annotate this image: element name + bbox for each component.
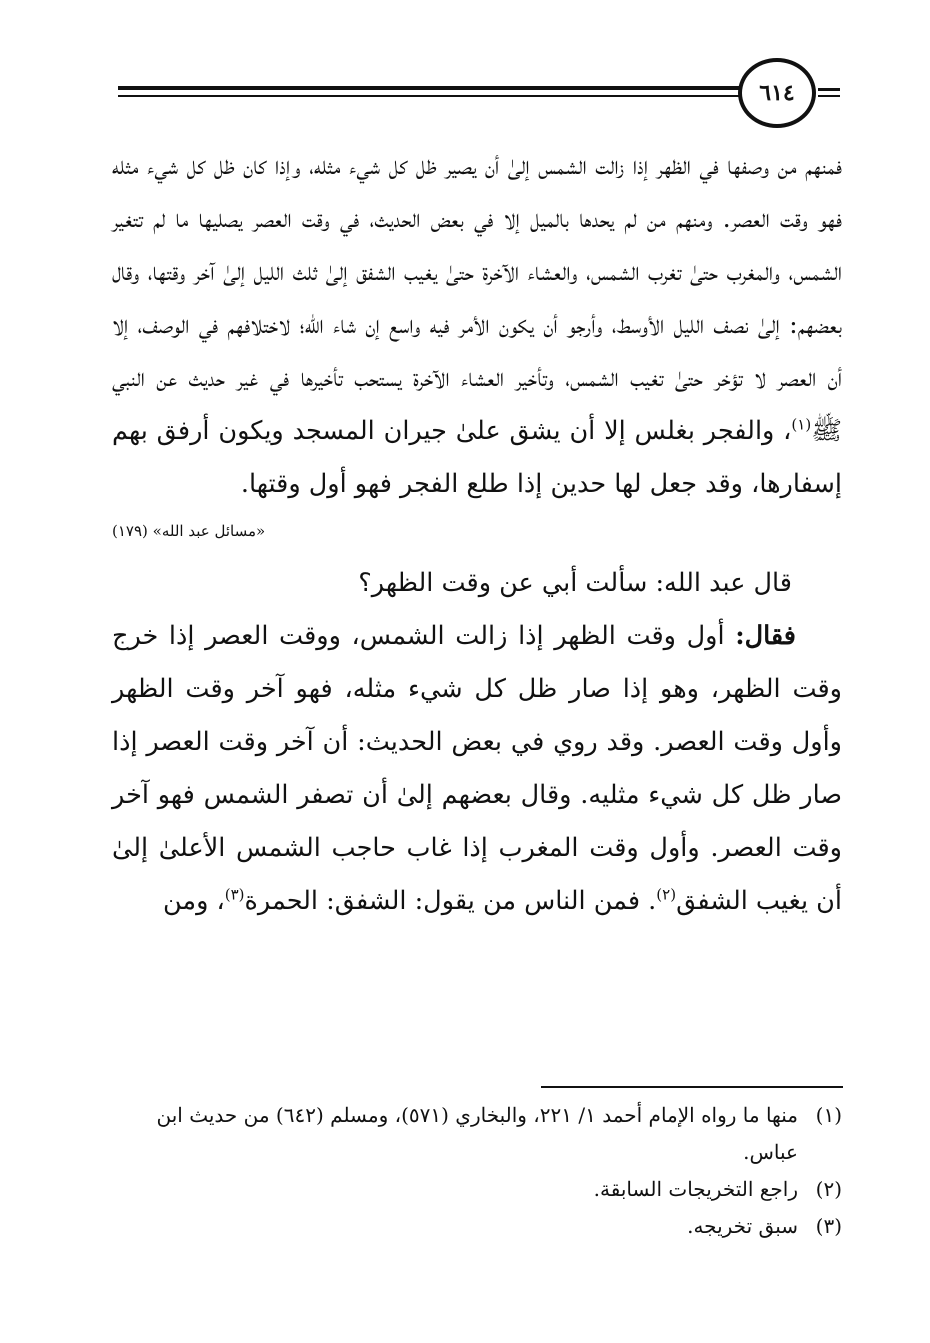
footnote-separator <box>541 1086 843 1088</box>
footnote-text: راجع التخريجات السابقة. <box>593 1177 798 1201</box>
answer-text-2: . فمن الناس من يقول: الشفق: الحمرة <box>244 886 657 916</box>
header-rule-thin <box>118 95 742 97</box>
header-rule-right-thin <box>818 95 840 97</box>
page-header <box>0 0 930 140</box>
main-text <box>112 140 842 928</box>
paragraph-1-text: فمنهم من وصفها في الظهر إذا زالت الشمس إلىٰ أن يصير ظل كل شيء مثله، وإذا كان ظل كل شيء مثله فهو وقت العصر. ومنهم من لم يحدها بالميل إلا في بعض الحديث، في وقت العصر يصليها ما لم تتغير الشمس، والمغرب حتىٰ تغرب الشمس، والعشاء الآخرة حتىٰ يغيب الشفق إلىٰ ثلث الليل إلىٰ آخر وقتها، وقال بعضهم: إلىٰ نصف الليل الأوسط، وأرجو أن يكون الأمر فيه واسع إن شاء الله؛ لاختلافهم في الوصف، إلا أن العصر لا تؤخر حتىٰ تغيب الشمس، وتأخير العشاء الآخرة يستحب تأخيرها في غير حديث عن النبي ﷺ <box>112 151 842 446</box>
source-citation: «مسائل عبد الله» (١٧٩) <box>112 522 266 540</box>
paragraph-1-end: ، والفجر بغلس إلا أن يشق علىٰ جيران المسجد ويكون أرفق بهم إسفارها، وقد جعل لها حدين إذا طلع الفجر فهو أول وقتها. <box>112 416 842 499</box>
footnote-number: (٣) <box>815 1214 842 1238</box>
footnote-ref-1[interactable]: (١) <box>791 415 812 434</box>
footnotes <box>112 1097 842 1245</box>
footnote-3 <box>112 1208 842 1245</box>
footnote-ref-3[interactable]: (٣) <box>224 885 245 904</box>
answer-text-1: أول وقت الظهر إذا زالت الشمس، ووقت العصر إذا خرج وقت الظهر، وهو إذا صار ظل كل شيء مثله، فهو آخر وقت الظهر وأول وقت العصر. وقد روي في بعض الحديث: أن آخر وقت العصر إذا صار ظل كل شيء مثليه. وقال بعضهم إلىٰ أن تصفر الشمس فهو آخر وقت العصر. وأول وقت المغرب إذا غاب حاجب الشمس الأعلىٰ إلىٰ أن يغيب الشفق <box>112 621 842 916</box>
footnote-number: (٢) <box>815 1177 842 1201</box>
footnote-number: (١) <box>815 1103 842 1127</box>
footnote-1 <box>112 1097 842 1171</box>
page-number: ٦١٤ <box>759 80 795 106</box>
answer-label: فقال: <box>735 621 796 651</box>
answer-text-3: ، ومن <box>163 886 225 916</box>
header-rule-thick <box>118 86 742 90</box>
answer-paragraph <box>112 610 842 928</box>
footnote-text: سبق تخريجه. <box>687 1214 798 1238</box>
header-rule-right-thick <box>818 88 840 91</box>
page-number-badge <box>738 58 816 128</box>
question-line: قال عبد الله: سألت أبي عن وقت الظهر؟ <box>358 568 792 598</box>
footnote-2 <box>112 1171 842 1208</box>
footnote-ref-2[interactable]: (٢) <box>656 885 677 904</box>
paragraph-1 <box>112 140 842 511</box>
footnote-text: منها ما رواه الإمام أحمد ١/ ٢٢١، والبخاري (٥٧١)، ومسلم (٦٤٢) من حديث ابن عباس. <box>156 1103 798 1164</box>
